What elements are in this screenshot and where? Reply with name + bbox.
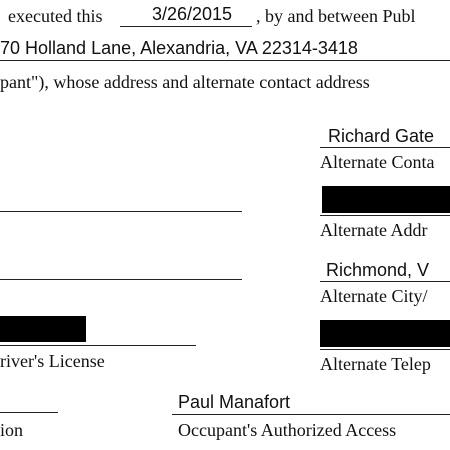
position-underline <box>0 412 58 413</box>
alternate-address-underline <box>320 215 450 216</box>
address-underline <box>0 60 450 61</box>
alternate-phone-label: Alternate Telep <box>320 354 431 374</box>
drivers-license-label: river's License <box>0 351 105 371</box>
authorized-access-underline <box>172 414 450 415</box>
alternate-phone-underline <box>320 349 450 350</box>
alternate-address-label: Alternate Addr <box>320 220 428 240</box>
authorized-access-label: Occupant's Authorized Access <box>178 420 397 440</box>
alternate-city-label: Alternate City/ <box>320 286 428 306</box>
intro-text: executed this <box>8 6 103 26</box>
execution-date: 3/26/2015 <box>151 4 233 24</box>
authorized-access-name: Paul Manafort <box>178 392 291 412</box>
premises-address: 70 Holland Lane, Alexandria, VA 22314-3418 <box>0 38 358 58</box>
blank-line-1 <box>0 211 242 212</box>
alternate-city-value: Richmond, V <box>326 260 430 280</box>
date-underline <box>120 26 252 27</box>
license-underline <box>0 345 196 346</box>
redacted-address-block <box>322 186 450 213</box>
occupant-text: pant"), whose address and alternate contact address <box>0 72 370 92</box>
alternate-contact-underline <box>320 147 450 148</box>
redacted-phone-block <box>320 320 450 347</box>
position-label: ion <box>0 420 24 440</box>
alternate-city-underline <box>320 281 450 282</box>
between-text: , by and between Publ <box>256 6 416 26</box>
redacted-license-block <box>0 316 86 342</box>
alternate-contact-name: Richard Gate <box>328 126 435 146</box>
blank-line-2 <box>0 279 242 280</box>
alternate-contact-label: Alternate Conta <box>320 152 435 172</box>
